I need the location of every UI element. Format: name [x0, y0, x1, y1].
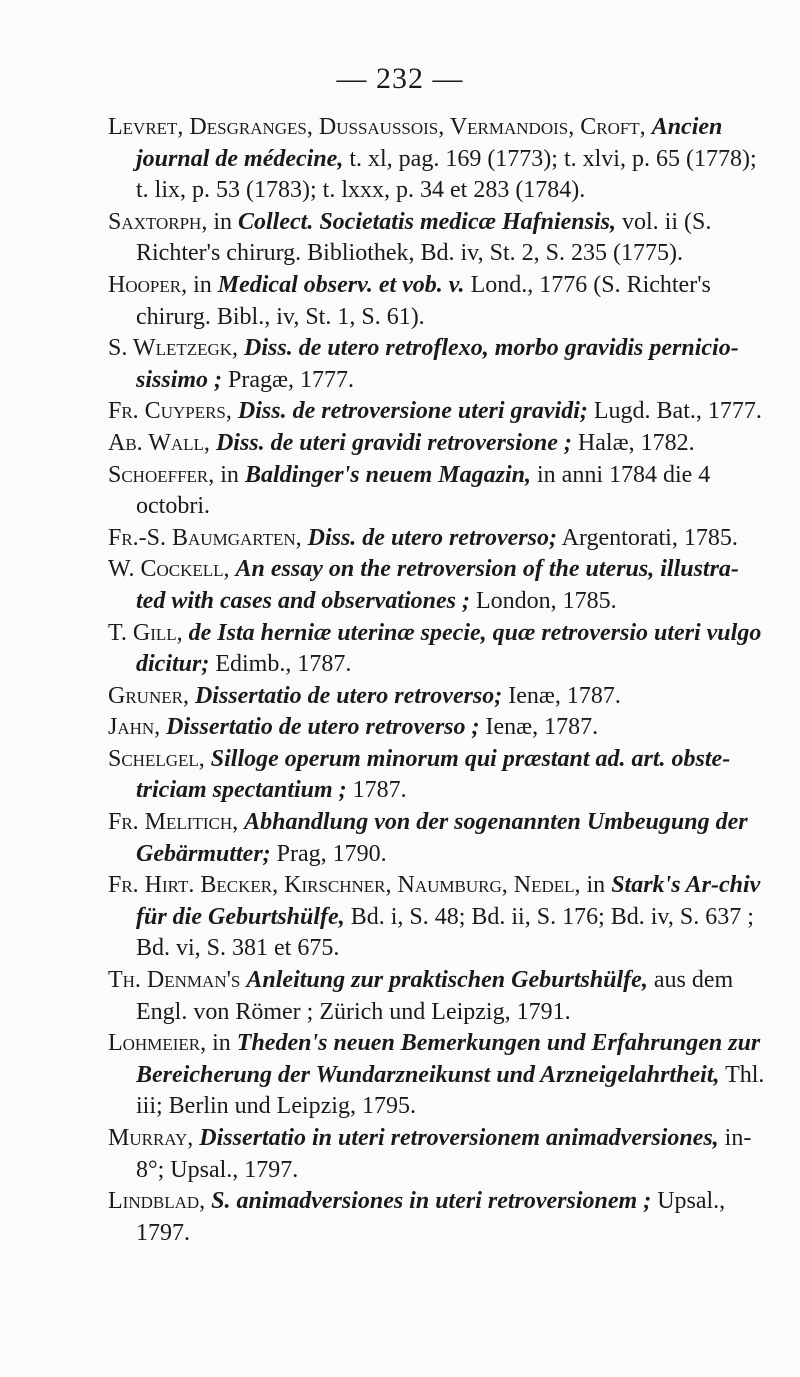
entry-prefix: in — [586, 872, 606, 899]
bibliography-entry — [108, 554, 768, 617]
bibliography-entry — [108, 681, 768, 713]
entry-title: Diss. de utero retroverso; — [307, 524, 557, 551]
entry-title: de Ista herniæ uterinæ specie, quæ retroversio uteri vulgo dicitur; — [136, 619, 762, 678]
bibliography-entry — [108, 460, 768, 523]
entry-details: 1787. — [352, 777, 407, 804]
entry-author: Fr.-S. Baumgarten, — [108, 524, 302, 551]
entry-details: Argentorati, 1785. — [561, 524, 738, 551]
entry-author: Fr. Melitich, — [108, 809, 239, 836]
entry-author: Jahn, — [108, 714, 161, 741]
bibliography-entry — [108, 523, 768, 555]
bibliography-entry — [108, 1186, 768, 1249]
entry-details: Pragæ, 1777. — [228, 366, 355, 393]
entry-prefix: in — [213, 208, 232, 235]
bibliography-entry — [108, 1123, 768, 1186]
entry-author: Lindblad, — [108, 1188, 206, 1215]
entry-details: in-8°; Upsal., 1797. — [136, 1125, 752, 1183]
entry-title: Baldinger's neuem Magazin, — [244, 461, 531, 488]
entry-title: Stark's Ar-chiv für die Geburtshülfe, — [136, 872, 761, 930]
entry-author: Th. Denman's — [108, 967, 241, 994]
entry-prefix: in — [193, 271, 212, 298]
entry-title: Theden's neuen Bemerkungen und Erfahrungen zur Bereicherung der Wundarzneikunst und Arzneigelahrtheit, — [136, 1030, 761, 1088]
entry-details: Bd. i, S. 48; Bd. ii, S. 176; Bd. iv, S. 637 ; Bd. vi, S. 381 et 675. — [136, 903, 754, 962]
entry-details: Ienæ, 1787. — [485, 714, 599, 741]
entry-author: Fr. Hirt. Becker, Kirschner, Naumburg, Nedel, — [108, 872, 581, 899]
entry-author: Levret, Desgranges, Dussaussois, Vermandois, Croft, — [108, 114, 646, 140]
entry-details: Thl. iii; Berlin und Leipzig, 1795. — [136, 1061, 765, 1120]
bibliography-entry — [108, 396, 768, 428]
bibliography-entry — [108, 428, 768, 460]
entry-details: in anni 1784 die 4 octobri. — [136, 461, 711, 520]
entry-title: Ancien journal de médecine, — [136, 114, 723, 172]
entry-title: Abhandlung von der sogenannten Umbeugung der Gebärmutter; — [136, 809, 748, 867]
entry-details: Lugd. Bat., 1777. — [593, 398, 762, 425]
bibliography-entry — [108, 744, 768, 807]
entry-author: Schoeffer, — [108, 461, 215, 488]
bibliography-entry — [108, 207, 768, 270]
entry-title: Medical observ. et vob. v. — [217, 271, 465, 298]
entry-author: W. Cockell, — [108, 556, 230, 583]
entry-details: Prag, 1790. — [276, 840, 387, 867]
bibliography-entry — [108, 112, 768, 207]
entry-title: Anleitung zur praktischen Geburtshülfe, — [246, 967, 648, 994]
bibliography-entry — [108, 712, 768, 744]
bibliography-list — [108, 112, 768, 1249]
entry-author: Lohmeier, — [108, 1030, 207, 1057]
entry-details: t. xl, pag. 169 (1773); t. xlvi, p. 65 (1778); t. lix, p. 53 (1783); t. lxxx, p. 34 et 283 (1784). — [136, 145, 757, 204]
entry-author: Schelgel, — [108, 745, 205, 772]
entry-author: Murray, — [108, 1125, 194, 1151]
entry-author: S. Wletzegk, — [108, 335, 239, 362]
entry-details: London, 1785. — [476, 587, 617, 614]
bibliography-entry — [108, 870, 768, 965]
entry-prefix: in — [212, 1030, 231, 1057]
entry-title: Dissertatio in uteri retroversionem animadversiones, — [199, 1125, 719, 1151]
bibliography-entry — [108, 965, 768, 1028]
entry-title: Dissertatio de utero retroverso ; — [166, 714, 480, 741]
bibliography-entry — [108, 618, 768, 681]
entry-title: Dissertatio de utero retroverso; — [194, 682, 503, 709]
entry-title: S. animadversiones in uteri retroversionem ; — [211, 1188, 652, 1215]
entry-details: aus dem Engl. von Römer ; Zürich und Leipzig, 1791. — [136, 967, 734, 1025]
entry-author: Ab. Wall, — [108, 429, 210, 456]
entry-title: Diss. de retroversione uteri gravidi; — [237, 398, 588, 425]
entry-title: Collect. Societatis medicæ Hafniensis, — [238, 208, 616, 235]
entry-prefix: in — [220, 461, 239, 488]
entry-author: Fr. Cuypers, — [108, 398, 232, 425]
entry-title: Diss. de utero retroflexo, morbo gravidis pernicio-sissimo ; — [136, 335, 739, 393]
entry-details: Ienæ, 1787. — [508, 682, 621, 709]
entry-author: T. Gill, — [108, 619, 183, 646]
entry-author: Hooper, — [108, 271, 188, 298]
entry-details: Upsal., 1797. — [136, 1188, 726, 1246]
entry-title: Silloge operum minorum qui præstant ad. art. obste-triciam spectantium ; — [136, 745, 731, 804]
entry-details: Halæ, 1782. — [577, 429, 695, 456]
bibliography-entry — [108, 270, 768, 333]
page-number: — 232 — — [336, 62, 464, 95]
bibliography-entry — [108, 333, 768, 396]
entry-author: Gruner, — [108, 682, 189, 709]
bibliography-entry — [108, 1028, 768, 1123]
entry-title: An essay on the retroversion of the uterus, illustra-ted with cases and observationes ; — [136, 556, 739, 614]
entry-details: vol. ii (S. Richter's chirurg. Bibliothek, Bd. iv, St. 2, S. 235 (1775). — [136, 208, 712, 267]
entry-title: Diss. de uteri gravidi retroversione ; — [215, 429, 572, 456]
entry-details: Lond., 1776 (S. Richter's chirurg. Bibl., iv, St. 1, S. 61). — [136, 271, 711, 330]
entry-details: Edimb., 1787. — [215, 651, 352, 678]
bibliography-entry — [108, 807, 768, 870]
entry-author: Saxtorph, — [108, 208, 208, 235]
